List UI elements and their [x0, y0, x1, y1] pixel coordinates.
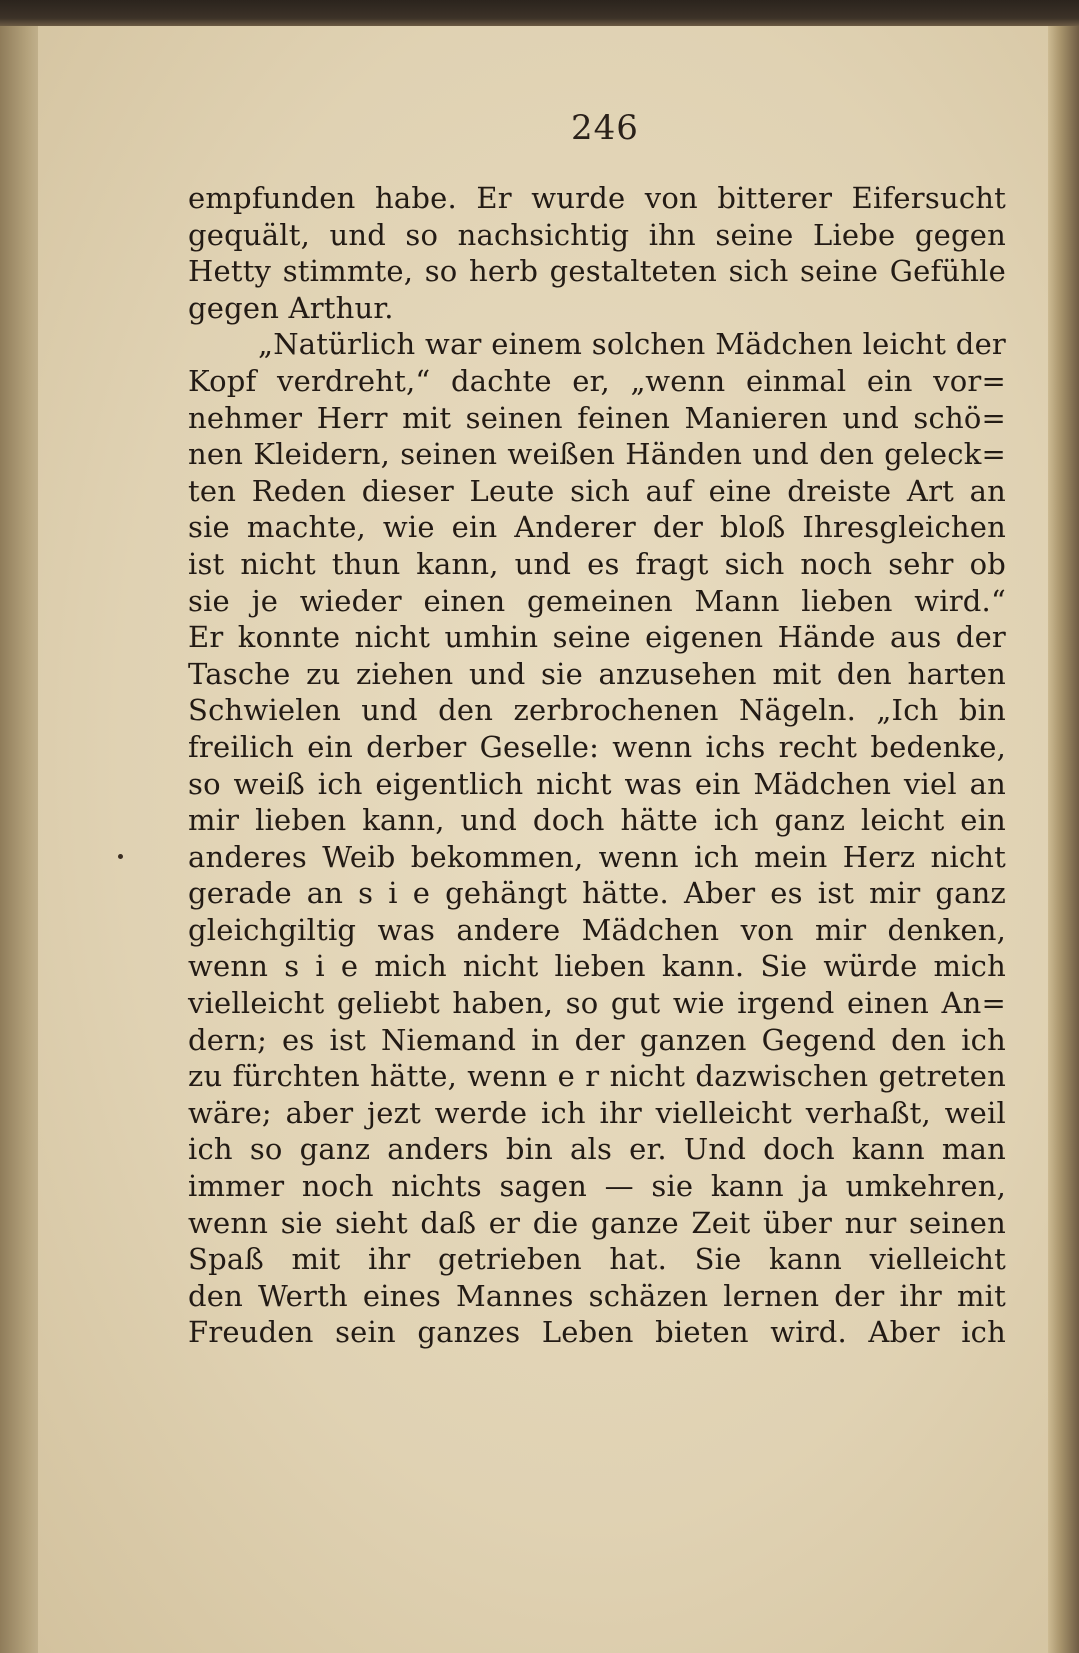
text-line: Er konnte nicht umhin seine eigenen Hände aus der	[188, 620, 1006, 655]
text-line: wenn s i e mich nicht lieben kann. Sie würde mich	[188, 949, 1006, 984]
text-line: mir lieben kann, und doch hätte ich ganz leicht ein	[188, 803, 1006, 838]
text-line: nen Kleidern, seinen weißen Händen und den geleck=	[188, 437, 1006, 472]
text-line: gequält, und so nachsichtig ihn seine Liebe gegen	[188, 217, 1006, 252]
text-line: gleichgiltig was andere Mädchen von mir denken,	[188, 912, 1006, 947]
text-line: Spaß mit ihr getrieben hat. Sie kann vielleicht	[188, 1242, 1006, 1277]
text-line: wäre; aber jezt werde ich ihr vielleicht verhaßt, weil	[188, 1095, 1006, 1130]
text-line: Hetty stimmte, so herb gestalteten sich seine Gefühle	[188, 254, 1006, 289]
text-line: ist nicht thun kann, und es fragt sich noch sehr ob	[188, 546, 1006, 581]
text-line: ten Reden dieser Leute sich auf eine dreiste Art an	[188, 473, 1006, 508]
text-line: „Natürlich war einem solchen Mädchen leicht der	[258, 327, 1006, 362]
text-line: Freuden sein ganzes Leben bieten wird. Aber ich	[188, 1315, 1006, 1350]
text-line: nehmer Herr mit seinen feinen Manieren und schö=	[188, 400, 1006, 435]
text-line: sie je wieder einen gemeinen Mann lieben wird.“	[188, 583, 1006, 618]
text-line: so weiß ich eigentlich nicht was ein Mädchen viel an	[188, 766, 1006, 801]
body-text	[188, 180, 1006, 1351]
text-line: Kopf verdreht,“ dachte er, „wenn einmal ein vor=	[188, 363, 1006, 398]
text-line: sie machte, wie ein Anderer der bloß Ihresgleichen	[188, 510, 1006, 545]
text-line: den Werth eines Mannes schäzen lernen der ihr mit	[188, 1278, 1006, 1313]
text-line: anderes Weib bekommen, wenn ich mein Herz nicht	[188, 839, 1006, 874]
book-top-edge	[0, 0, 1079, 26]
text-line: zu fürchten hätte, wenn e r nicht dazwischen getreten	[188, 1059, 1006, 1094]
text-line: freilich ein derber Geselle: wenn ichs recht bedenke,	[188, 729, 1006, 764]
text-line: gerade an s i e gehängt hätte. Aber es ist mir ganz	[188, 876, 1006, 911]
text-line: gegen Arthur.	[188, 290, 394, 325]
text-line: empfunden habe. Er wurde von bitterer Eifersucht	[188, 181, 1006, 215]
text-line: ich so ganz anders bin als er. Und doch kann man	[188, 1132, 1006, 1167]
page-right-edge	[1048, 26, 1079, 1653]
page-number: 246	[571, 108, 639, 148]
text-line: vielleicht geliebt haben, so gut wie irgend einen An=	[188, 986, 1006, 1021]
text-line: Schwielen und den zerbrochenen Nägeln. „Ich bin	[188, 693, 1006, 728]
text-line: immer noch nichts sagen — sie kann ja umkehren,	[188, 1169, 1006, 1204]
text-line: dern; es ist Niemand in der ganzen Gegend den ich	[188, 1022, 1006, 1057]
text-line: Tasche zu ziehen und sie anzusehen mit den harten	[188, 656, 1006, 691]
text-line: wenn sie sieht daß er die ganze Zeit über nur seinen	[188, 1205, 1006, 1240]
margin-mark	[118, 854, 123, 859]
